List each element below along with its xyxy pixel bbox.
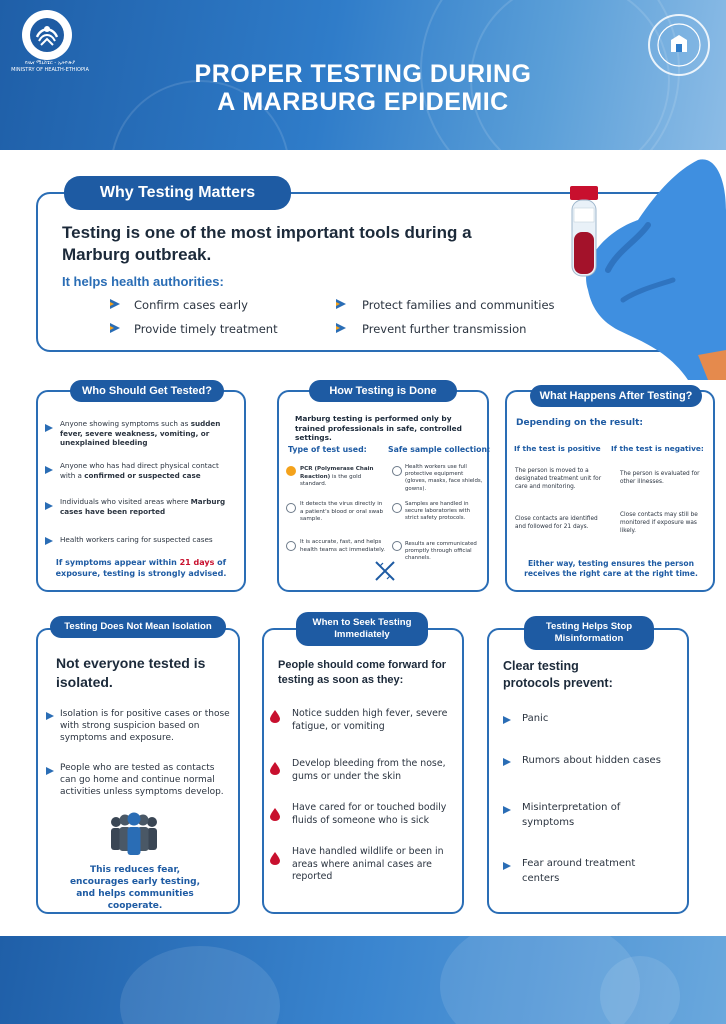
gloved-hand-test-tube-icon <box>548 150 726 380</box>
blood-drop-icon <box>270 762 280 775</box>
when-heading: People should come forward for testing as soon as they: <box>278 659 447 686</box>
misinfo-item: Rumors about hidden cases <box>522 755 661 766</box>
bullet-arrow-icon <box>336 299 346 309</box>
test-icon <box>286 466 296 476</box>
how-col1-item: PCR (Polymerase Chain Reaction) is the gold standard. <box>300 466 374 487</box>
why-lead-text: Testing is one of the most important tools during a Marburg outbreak. <box>62 223 472 264</box>
bullet-arrow-icon <box>45 424 53 432</box>
how-col2-item: Results are communicated promptly through official channels. <box>405 541 477 562</box>
bullet-arrow-icon <box>110 299 120 309</box>
blood-drop-icon <box>270 710 280 723</box>
bullet-arrow-icon <box>110 323 120 333</box>
bullet-arrow-icon <box>45 502 53 510</box>
after-neg-item: The person is evaluated for other illnesses. <box>620 471 700 485</box>
test-icon <box>286 541 296 551</box>
safety-icon <box>392 541 402 551</box>
isolation-item: People who are tested as contacts can go home and continue normal activities unless symptoms develop. <box>60 763 224 797</box>
isolation-note: This reduces fear, encourages early testing, and helps communities cooperate. <box>69 865 201 911</box>
header-banner <box>0 0 726 150</box>
how-col1-title: Type of test used: <box>288 445 367 454</box>
ministry-logo-icon <box>22 10 72 60</box>
how-intro: Marburg testing is performed only by trained professionals in safe, controlled settings. <box>295 414 462 442</box>
who-item: Anyone who has had direct physical contact with a confirmed or suspected case <box>60 461 219 480</box>
footer-banner <box>0 936 726 1024</box>
after-neg-title: If the test is negative: <box>611 444 704 453</box>
isolation-pill: Testing Does Not Mean Isolation <box>50 616 226 638</box>
after-pos-item: Close contacts are identified and followed for 21 days. <box>515 516 598 530</box>
how-col2-item: Samples are handled in secure laboratories with strict safety protocols. <box>405 501 471 522</box>
why-item: Provide timely treatment <box>134 322 278 336</box>
ministry-logo-text: የጤና ሚኒስቴር - ኢትዮጵያ MINISTRY OF HEALTH-ETHIOPIA <box>11 60 89 73</box>
bullet-arrow-icon <box>46 712 54 720</box>
safety-icon <box>392 466 402 476</box>
how-testing-is-done-pill: How Testing is Done <box>309 380 457 402</box>
isolation-item: Isolation is for positive cases or those with strong suspicion based on symptoms and exposure. <box>60 709 230 743</box>
who-note: If symptoms appear within 21 days of exposure, testing is strongly advised. <box>55 558 227 578</box>
after-pos-item: The person is moved to a designated treatment unit for care and monitoring. <box>515 468 602 490</box>
after-neg-item: Close contacts may still be monitored if exposure was likely. <box>620 512 698 534</box>
dna-icon <box>372 558 398 584</box>
bullet-arrow-icon <box>503 758 511 766</box>
why-testing-pill: Why Testing Matters <box>64 176 291 210</box>
when-item: Develop bleeding from the nose, gums or under the skin <box>292 758 446 782</box>
after-pos-title: If the test is positive <box>514 444 601 453</box>
test-icon <box>286 503 296 513</box>
community-people-icon <box>106 812 162 858</box>
bullet-arrow-icon <box>503 806 511 814</box>
how-col2-title: Safe sample collection: <box>388 445 491 454</box>
bullet-arrow-icon <box>503 716 511 724</box>
what-happens-after-testing-pill: What Happens After Testing? <box>530 385 702 407</box>
bullet-arrow-icon <box>503 862 511 870</box>
blood-drop-icon <box>270 852 280 865</box>
bullet-arrow-icon <box>45 466 53 474</box>
misinformation-pill: Testing Helps Stop Misinformation <box>524 616 654 650</box>
after-note: Either way, testing ensures the person receives the right care at the right time. <box>524 559 698 579</box>
bullet-arrow-icon <box>46 767 54 775</box>
who-should-get-tested-pill: Who Should Get Tested? <box>70 380 224 402</box>
how-col1-item: It is accurate, fast, and helps health teams act immediately. <box>300 539 386 553</box>
why-subheading: It helps health authorities: <box>62 274 224 289</box>
misinfo-item: Misinterpretation of symptoms <box>522 802 621 828</box>
how-col1-item: It detects the virus directly in a patient's blood or oral swab sample. <box>300 501 384 522</box>
when-item: Notice sudden high fever, severe fatigue, or vomiting <box>292 708 448 732</box>
why-item: Protect families and communities <box>362 298 555 312</box>
why-item: Confirm cases early <box>134 298 248 312</box>
bullet-arrow-icon <box>45 537 53 545</box>
when-to-seek-testing-pill: When to Seek Testing Immediately <box>296 612 428 646</box>
who-item: Health workers caring for suspected cases <box>60 535 213 544</box>
how-col2-item: Health workers use full protective equipment (gloves, masks, face shields, gowns). <box>405 464 483 492</box>
misinfo-item: Fear around treatment centers <box>522 858 636 884</box>
misinfo-item: Panic <box>522 713 549 724</box>
when-item: Have handled wildlife or been in areas where animal cases are reported <box>292 846 444 882</box>
after-subheading: Depending on the result: <box>516 418 644 428</box>
when-item: Have cared for or touched bodily fluids of someone who is sick <box>292 802 447 826</box>
isolation-heading: Not everyone tested is isolated. <box>56 655 206 690</box>
who-item: Individuals who visited areas where Marburg cases have been reported <box>60 497 226 516</box>
blood-drop-icon <box>270 808 280 821</box>
who-item: Anyone showing symptoms such as sudden fever, severe weakness, vomiting, or unexplained bleeding <box>60 419 221 447</box>
page-title: PROPER TESTING DURING A MARBURG EPIDEMIC <box>194 60 532 116</box>
bullet-arrow-icon <box>336 323 346 333</box>
misinfo-heading: Clear testing protocols prevent: <box>503 659 613 690</box>
safety-icon <box>392 503 402 513</box>
why-item: Prevent further transmission <box>362 322 527 336</box>
